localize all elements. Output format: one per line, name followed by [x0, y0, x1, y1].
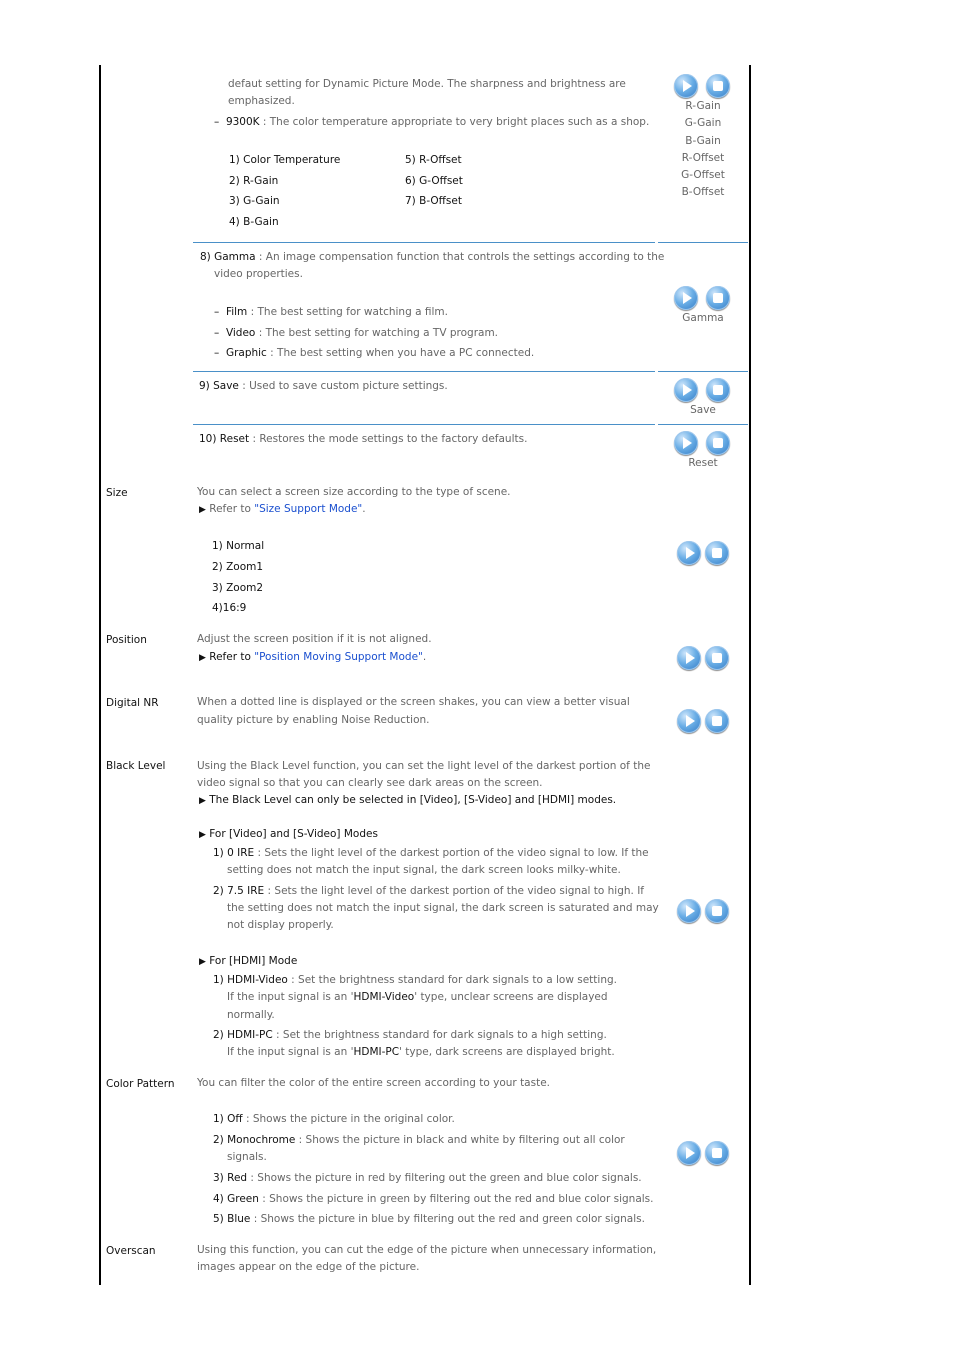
video-mode-heading — [199, 828, 378, 840]
black-level-line1: Using the Black Level function, you can set the light level of the darkest portion of the — [197, 760, 651, 772]
size-support-mode-link[interactable]: "Size Support Mode" — [254, 503, 363, 515]
gamma-item-film — [214, 306, 448, 318]
refer-post: . — [362, 503, 366, 515]
overscan-line1: Using this function, you can cut the edge of the picture when unnecessary information, — [197, 1244, 657, 1256]
refer-text: Refer to — [209, 651, 255, 663]
hdmi-video-line2 — [227, 991, 608, 1003]
right-border — [749, 65, 751, 1285]
icon-label-gamma: Gamma — [682, 312, 724, 324]
play-button-icon[interactable] — [677, 899, 701, 923]
dash: – — [214, 306, 220, 318]
list-item: 2) Zoom1 — [212, 561, 264, 573]
term: Video — [225, 327, 256, 339]
reset-term: 10) Reset — [199, 433, 250, 445]
icon-label-r-gain: R-Gain — [685, 100, 721, 112]
size-refer — [199, 503, 366, 515]
icon-label-save: Save — [690, 404, 716, 416]
save-term: 9) Save — [199, 380, 239, 392]
icon-label-g-gain: G-Gain — [684, 117, 722, 129]
divider — [193, 242, 655, 243]
ire75-item — [213, 885, 644, 897]
gamma-heading — [200, 251, 664, 263]
icon-label-g-offset: G-Offset — [681, 169, 725, 181]
ire75-line2: the setting does not match the input signal, the dark screen is saturated and may — [227, 902, 659, 914]
desc: : Shows the picture in black and white by filtering out all color — [295, 1134, 625, 1146]
note-text: The Black Level can only be selected in [Video], [S-Video] and [HDMI] modes. — [209, 794, 617, 806]
color-pattern-icons — [677, 1141, 737, 1167]
colortemp-cont-line2: emphasized. — [228, 95, 295, 107]
list-item: 7) B-Offset — [405, 195, 462, 207]
list-item: 4)16:9 — [212, 602, 247, 614]
play-button-icon[interactable] — [677, 709, 701, 733]
k9300-term: 9300K — [225, 116, 260, 128]
left-border — [99, 65, 101, 1285]
text: If the input signal is an ' — [227, 991, 354, 1003]
overscan-label: Overscan — [106, 1245, 156, 1257]
digital-nr-line1: When a dotted line is displayed or the screen shakes, you can view a better visual — [197, 696, 630, 708]
triangle-bullet-icon: ▶ — [199, 653, 206, 663]
ire0-line2: setting does not match the input signal, the dark screen looks milky-white. — [227, 864, 621, 876]
term: 2) 7.5 IRE — [213, 885, 265, 897]
colortemp-icons — [674, 74, 734, 100]
play-button-icon[interactable] — [674, 431, 698, 455]
desc: : Sets the light level of the darkest portion of the video signal to low. If the — [254, 847, 649, 859]
stop-button-icon[interactable] — [705, 646, 729, 670]
play-button-icon[interactable] — [677, 1141, 701, 1165]
desc: : Shows the picture in blue by filtering out the red and green color signals. — [250, 1213, 645, 1225]
desc: : Sets the light level of the darkest portion of the video signal to high. If — [264, 885, 645, 897]
list-item: 4) B-Gain — [229, 216, 279, 228]
digital-nr-label: Digital NR — [106, 697, 159, 709]
desc: : The best setting for watching a film. — [247, 306, 448, 318]
list-item: 2) R-Gain — [229, 175, 279, 187]
text: ' type, dark screens are displayed bright. — [399, 1046, 615, 1058]
gamma-icons — [674, 286, 734, 312]
play-button-icon[interactable] — [674, 378, 698, 402]
term: 4) Green — [213, 1193, 259, 1205]
triangle-bullet-icon: ▶ — [199, 796, 206, 806]
text: If the input signal is an ' — [227, 1046, 354, 1058]
list-item: 1) Color Temperature — [229, 154, 341, 166]
stop-button-icon[interactable] — [706, 286, 730, 310]
desc: : Set the brightness standard for dark signals to a high setting. — [272, 1029, 607, 1041]
term: 1) HDMI-Video — [213, 974, 288, 986]
overscan-line2: images appear on the edge of the picture. — [197, 1261, 420, 1273]
hdmi-video-item — [213, 974, 617, 986]
divider — [658, 242, 748, 243]
cp-green-item — [213, 1193, 653, 1205]
stop-button-icon[interactable] — [706, 431, 730, 455]
save-heading — [199, 380, 448, 392]
play-button-icon[interactable] — [677, 541, 701, 565]
play-button-icon[interactable] — [674, 74, 698, 98]
gamma-item-graphic — [214, 347, 534, 359]
heading-text: For [Video] and [S-Video] Modes — [209, 828, 378, 840]
desc: : Shows the picture in the original color. — [242, 1113, 455, 1125]
refer-text: Refer to — [209, 503, 255, 515]
term: 1) 0 IRE — [213, 847, 255, 859]
term: HDMI-Video — [353, 991, 415, 1003]
desc: : Set the brightness standard for dark signals to a low setting. — [287, 974, 617, 986]
gamma-desc-line2: video properties. — [214, 268, 303, 280]
black-level-line2: video signal so that you can clearly see dark areas on the screen. — [197, 777, 543, 789]
icon-label-b-gain: B-Gain — [685, 135, 721, 147]
term: HDMI-PC — [353, 1046, 400, 1058]
k9300-desc: : The color temperature appropriate to very bright places such as a shop. — [259, 116, 650, 128]
desc: : Shows the picture in green by filtering out the red and blue color signals. — [258, 1193, 654, 1205]
gamma-term: 8) Gamma — [200, 251, 256, 263]
reset-icons — [674, 431, 734, 457]
size-label: Size — [106, 487, 128, 499]
position-moving-support-mode-link[interactable]: "Position Moving Support Mode" — [254, 651, 423, 663]
term: 1) Off — [213, 1113, 243, 1125]
hdmi-video-line3: normally. — [227, 1009, 275, 1021]
size-desc: You can select a screen size according to the type of scene. — [197, 486, 511, 498]
play-button-icon[interactable] — [674, 286, 698, 310]
divider — [193, 424, 655, 425]
position-label: Position — [106, 634, 147, 646]
reset-desc: : Restores the mode settings to the factory defaults. — [249, 433, 528, 445]
hdmi-mode-heading — [199, 955, 297, 967]
stop-button-icon[interactable] — [705, 1141, 729, 1165]
cp-blue-item — [213, 1213, 645, 1225]
divider — [193, 371, 655, 372]
stop-button-icon[interactable] — [705, 899, 729, 923]
position-icons — [677, 646, 737, 672]
position-desc: Adjust the screen position if it is not aligned. — [197, 633, 432, 645]
triangle-bullet-icon: ▶ — [199, 957, 206, 967]
stop-button-icon[interactable] — [705, 541, 729, 565]
heading-text: For [HDMI] Mode — [209, 955, 298, 967]
triangle-bullet-icon: ▶ — [199, 505, 206, 515]
k9300-item — [214, 116, 649, 128]
hdmi-pc-line2 — [227, 1046, 615, 1058]
black-level-icons — [677, 899, 737, 925]
dash: – — [214, 116, 220, 128]
icon-label-reset: Reset — [688, 457, 718, 469]
reset-heading — [199, 433, 527, 445]
colortemp-cont-line1: defaut setting for Dynamic Picture Mode. The sharpness and brightness are — [228, 78, 626, 90]
cp-mono-line2: signals. — [227, 1151, 267, 1163]
position-refer — [199, 651, 426, 663]
digital-nr-line2: quality picture by enabling Noise Reduction. — [197, 714, 430, 726]
ire0-item — [213, 847, 649, 859]
list-item: 3) Zoom2 — [212, 582, 264, 594]
stop-button-icon[interactable] — [706, 378, 730, 402]
desc: : Shows the picture in red by filtering out the green and blue color signals. — [247, 1172, 642, 1184]
list-item: 6) G-Offset — [405, 175, 463, 187]
term: 5) Blue — [213, 1213, 251, 1225]
stop-button-icon[interactable] — [706, 74, 730, 98]
icon-label-b-offset: B-Offset — [681, 186, 725, 198]
term: Film — [225, 306, 248, 318]
cp-red-item — [213, 1172, 642, 1184]
list-item: 1) Normal — [212, 540, 265, 552]
save-desc: : Used to save custom picture settings. — [238, 380, 448, 392]
dash: – — [214, 327, 220, 339]
color-pattern-desc: You can filter the color of the entire screen according to your taste. — [197, 1077, 551, 1089]
text: ' type, unclear screens are displayed — [414, 991, 608, 1003]
list-item: 3) G-Gain — [229, 195, 280, 207]
digital-nr-icons — [677, 709, 737, 735]
term: Graphic — [225, 347, 267, 359]
list-item: 5) R-Offset — [405, 154, 462, 166]
term: 3) Red — [213, 1172, 248, 1184]
refer-post: . — [422, 651, 427, 663]
ire75-line3: not display properly. — [227, 919, 334, 931]
play-button-icon[interactable] — [677, 646, 701, 670]
gamma-desc: : An image compensation function that controls the settings according to the — [255, 251, 665, 263]
icon-label-r-offset: R-Offset — [681, 152, 725, 164]
divider — [658, 424, 748, 425]
dash: – — [214, 347, 220, 359]
desc: : The best setting for watching a TV program. — [255, 327, 499, 339]
desc: : The best setting when you have a PC connected. — [266, 347, 535, 359]
term: 2) HDMI-PC — [213, 1029, 273, 1041]
hdmi-pc-item — [213, 1029, 607, 1041]
triangle-bullet-icon: ▶ — [199, 830, 206, 840]
black-level-label: Black Level — [106, 760, 166, 772]
color-pattern-label: Color Pattern — [106, 1078, 175, 1090]
term: 2) Monochrome — [213, 1134, 296, 1146]
save-icons — [674, 378, 734, 404]
black-level-note — [199, 794, 616, 806]
size-icons — [677, 541, 737, 567]
divider — [658, 371, 748, 372]
gamma-item-video — [214, 327, 498, 339]
cp-off-item — [213, 1113, 455, 1125]
cp-mono-item — [213, 1134, 625, 1146]
stop-button-icon[interactable] — [705, 709, 729, 733]
